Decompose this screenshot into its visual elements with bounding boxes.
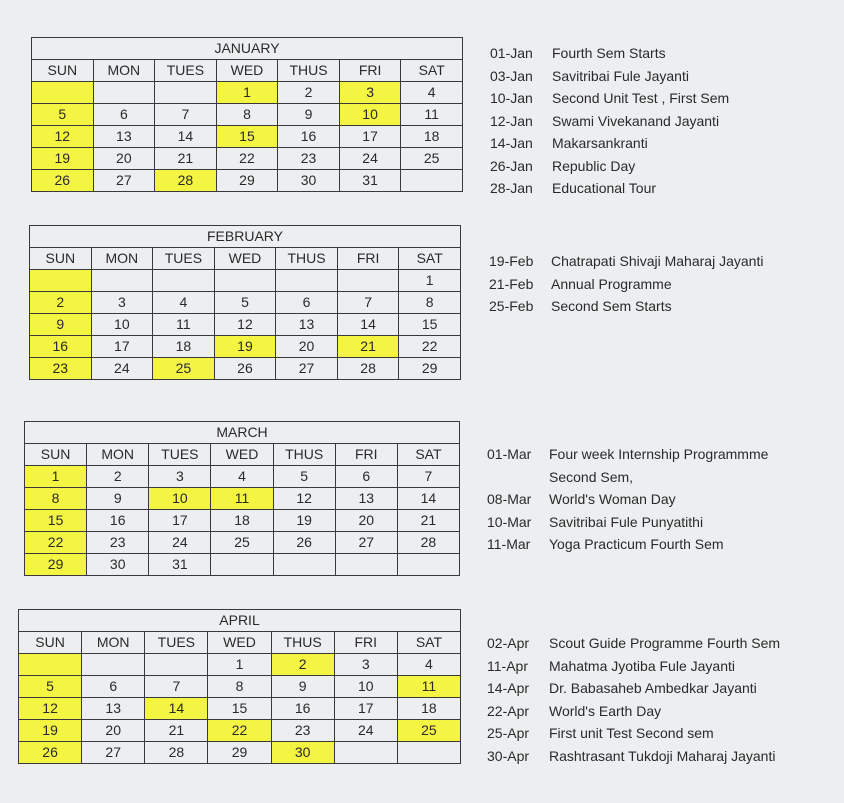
day-cell: 13 [276,314,338,336]
weekday-header: TUES [149,444,211,466]
week-row [19,654,461,676]
day-cell: 6 [82,676,145,698]
day-cell: 29 [25,554,87,576]
event-date: 11-Mar [487,536,531,552]
weekday-header: THUS [271,632,334,654]
day-cell: 14 [155,126,217,148]
weekday-header: SAT [397,444,459,466]
event-item [487,655,780,678]
day-cell: 17 [339,126,401,148]
day-cell: 13 [93,126,155,148]
weekday-header: MON [82,632,145,654]
event-date: 28-Jan [490,180,533,196]
event-item [489,295,763,318]
day-cell: 12 [273,488,335,510]
event-item [490,42,729,65]
day-cell: 9 [278,104,340,126]
day-cell: 21 [397,510,459,532]
day-cell: 4 [397,654,460,676]
weekday-header: FRI [335,444,397,466]
weekday-header: WED [214,248,276,270]
day-cell: 7 [145,676,208,698]
event-date: 26-Jan [490,157,533,174]
day-cell: 1 [399,270,461,292]
event-text: Savitribai Fule Jayanti [552,67,689,84]
event-text: Dr. Babasaheb Ambedkar Jayanti [549,680,757,696]
day-cell: 3 [334,654,397,676]
event-item [490,155,729,178]
day-cell [335,554,397,576]
month-title: APRIL [19,610,461,632]
month-title: JANUARY [32,38,463,60]
day-cell: 23 [30,358,92,380]
event-date [487,466,549,489]
day-cell: 11 [397,676,460,698]
event-text: Republic Day [552,157,636,174]
weekday-header: FRI [339,60,401,82]
event-text: Rashtrasant Tukdoji Maharaj Jayanti [549,747,776,764]
day-cell: 11 [153,314,215,336]
event-date: 19-Feb [489,253,534,269]
event-text: Educational Tour [552,180,657,196]
day-cell: 29 [399,358,461,380]
day-cell: 8 [208,676,271,698]
weekday-header: THUS [276,248,338,270]
day-cell: 31 [149,554,211,576]
day-cell: 3 [91,292,153,314]
day-cell: 8 [399,292,461,314]
day-cell: 7 [155,104,217,126]
day-cell: 25 [397,720,460,742]
day-cell: 1 [208,654,271,676]
week-row [19,698,461,720]
day-cell: 15 [208,698,271,720]
month-title: MARCH [25,422,460,444]
day-cell: 2 [30,292,92,314]
weekday-header: FRI [334,632,397,654]
day-cell: 4 [153,292,215,314]
weekday-header: SUN [19,632,82,654]
day-cell: 6 [93,104,155,126]
weekday-header: MON [91,248,153,270]
day-cell: 17 [334,698,397,720]
day-cell: 29 [208,742,271,764]
day-cell: 10 [339,104,401,126]
weekday-header: SUN [32,60,94,82]
weekday-header: SAT [401,60,463,82]
day-cell: 23 [278,148,340,170]
day-cell [211,554,273,576]
day-cell: 18 [397,698,460,720]
weekday-header: FRI [337,248,399,270]
day-cell: 24 [339,148,401,170]
day-cell: 26 [19,742,82,764]
day-cell: 22 [208,720,271,742]
day-cell: 29 [216,170,278,192]
weekday-header: THUS [273,444,335,466]
week-row [32,126,463,148]
day-cell: 23 [271,720,334,742]
day-cell [397,554,459,576]
event-date: 10-Jan [490,90,533,106]
day-cell: 16 [87,510,149,532]
day-cell [401,170,463,192]
event-date: 12-Jan [490,112,533,129]
day-cell: 9 [87,488,149,510]
week-row [30,292,461,314]
day-cell: 27 [276,358,338,380]
week-row [25,466,460,488]
calendar-january [31,37,463,192]
day-cell [337,270,399,292]
day-cell: 28 [155,170,217,192]
day-cell [276,270,338,292]
event-date: 14-Jan [490,135,533,151]
day-cell: 19 [19,720,82,742]
event-text: Second Sem Starts [551,298,672,314]
day-cell [91,270,153,292]
day-cell: 5 [19,676,82,698]
week-row [30,358,461,380]
week-row [19,742,461,764]
event-item [487,443,768,466]
events-april [487,632,780,767]
day-cell: 24 [91,358,153,380]
day-cell [397,742,460,764]
event-text: Yoga Practicum Fourth Sem [549,536,724,552]
event-item [490,132,729,155]
day-cell: 19 [32,148,94,170]
week-row [32,82,463,104]
event-date: 25-Apr [487,725,530,741]
day-cell: 15 [399,314,461,336]
day-cell: 15 [25,510,87,532]
day-cell: 13 [335,488,397,510]
event-item [487,511,768,534]
day-cell: 22 [216,148,278,170]
day-cell [214,270,276,292]
week-row [25,554,460,576]
day-cell [30,270,92,292]
week-row [19,720,461,742]
day-cell: 2 [271,654,334,676]
day-cell: 8 [216,104,278,126]
weekday-header: WED [211,444,273,466]
day-cell: 27 [82,742,145,764]
day-cell: 21 [155,148,217,170]
event-item [487,745,780,768]
day-cell [93,82,155,104]
day-cell: 16 [271,698,334,720]
day-cell: 16 [278,126,340,148]
event-date: 22-Apr [487,702,530,719]
event-item [490,87,729,110]
day-cell: 1 [25,466,87,488]
day-cell [334,742,397,764]
event-date: 10-Mar [487,513,532,530]
day-cell: 31 [339,170,401,192]
day-cell: 26 [273,532,335,554]
day-cell: 5 [273,466,335,488]
day-cell: 7 [397,466,459,488]
event-text: World's Earth Day [549,702,662,719]
event-item [490,110,729,133]
day-cell: 16 [30,336,92,358]
event-item [487,533,768,556]
day-cell: 25 [211,532,273,554]
day-cell: 6 [276,292,338,314]
event-item [487,722,780,745]
events-january [490,42,729,200]
month-title: FEBRUARY [30,226,461,248]
day-cell: 27 [335,532,397,554]
event-date: 21-Feb [489,275,534,292]
event-item [487,488,768,511]
event-date: 30-Apr [487,747,530,764]
day-cell [153,270,215,292]
event-text: Swami Vivekanand Jayanti [552,112,720,129]
day-cell: 24 [149,532,211,554]
event-text: Chatrapati Shivaji Maharaj Jayanti [551,253,764,269]
event-text: World's Woman Day [549,491,676,507]
week-row [32,104,463,126]
day-cell: 19 [273,510,335,532]
day-cell: 9 [30,314,92,336]
day-cell: 18 [401,126,463,148]
weekday-header: SUN [25,444,87,466]
weekday-header: WED [208,632,271,654]
event-item [487,466,768,489]
day-cell: 5 [32,104,94,126]
weekday-header: TUES [153,248,215,270]
day-cell: 4 [401,82,463,104]
event-date: 14-Apr [487,680,530,696]
day-cell: 26 [32,170,94,192]
day-cell: 20 [335,510,397,532]
day-cell: 21 [145,720,208,742]
day-cell: 11 [211,488,273,510]
day-cell: 26 [214,358,276,380]
day-cell: 18 [211,510,273,532]
day-cell: 28 [337,358,399,380]
event-item [490,177,729,200]
weekday-header: SAT [397,632,460,654]
day-cell: 17 [149,510,211,532]
day-cell: 6 [335,466,397,488]
day-cell: 20 [93,148,155,170]
event-text: Second Unit Test , First Sem [552,90,730,106]
day-cell: 21 [337,336,399,358]
day-cell [82,654,145,676]
weekday-header: THUS [278,60,340,82]
day-cell: 11 [401,104,463,126]
day-cell: 15 [216,126,278,148]
day-cell: 5 [214,292,276,314]
day-cell: 27 [93,170,155,192]
day-cell: 30 [278,170,340,192]
day-cell: 20 [276,336,338,358]
day-cell: 12 [19,698,82,720]
event-text: Fourth Sem Starts [552,45,666,61]
event-item [487,677,780,700]
events-march [487,443,768,556]
event-date: 01-Jan [490,45,533,61]
event-date: 25-Feb [489,298,534,314]
week-row [32,170,463,192]
day-cell: 4 [211,466,273,488]
day-cell: 10 [149,488,211,510]
day-cell: 14 [145,698,208,720]
weekday-header: MON [93,60,155,82]
week-row [19,676,461,698]
event-date: 11-Apr [487,657,528,674]
week-row [30,314,461,336]
day-cell: 25 [153,358,215,380]
day-cell: 14 [397,488,459,510]
day-cell: 12 [32,126,94,148]
day-cell: 2 [87,466,149,488]
day-cell [155,82,217,104]
day-cell: 3 [339,82,401,104]
weekday-header: SUN [30,248,92,270]
event-text: Scout Guide Programme Fourth Sem [549,635,781,651]
weekday-header: MON [87,444,149,466]
day-cell: 22 [25,532,87,554]
weekday-header: WED [216,60,278,82]
event-date: 01-Mar [487,446,532,462]
day-cell: 1 [216,82,278,104]
day-cell [273,554,335,576]
event-item [487,700,780,723]
week-row [32,148,463,170]
event-date: 08-Mar [487,491,532,507]
weekday-header: TUES [145,632,208,654]
day-cell: 19 [214,336,276,358]
event-date: 02-Apr [487,635,530,651]
day-cell: 10 [334,676,397,698]
weekday-header: TUES [155,60,217,82]
event-text: Makarsankranti [552,135,648,151]
calendar-february [29,225,461,380]
day-cell: 25 [401,148,463,170]
day-cell: 8 [25,488,87,510]
event-text: Savitribai Fule Punyatithi [549,513,704,530]
day-cell: 3 [149,466,211,488]
day-cell: 20 [82,720,145,742]
event-date: 03-Jan [490,67,533,84]
event-text: Annual Programme [551,275,672,292]
event-item [489,250,763,273]
week-row [30,336,461,358]
day-cell [19,654,82,676]
day-cell: 23 [87,532,149,554]
day-cell: 12 [214,314,276,336]
day-cell: 18 [153,336,215,358]
week-row [25,510,460,532]
events-february [489,250,763,318]
day-cell: 2 [278,82,340,104]
event-item [489,273,763,296]
day-cell [145,654,208,676]
day-cell: 13 [82,698,145,720]
day-cell: 30 [271,742,334,764]
weekday-header: SAT [399,248,461,270]
day-cell: 30 [87,554,149,576]
event-text: First unit Test Second sem [549,725,714,741]
week-row [30,270,461,292]
day-cell: 17 [91,336,153,358]
event-text: Four week Internship Programmme [549,446,769,462]
calendar-march [24,421,460,576]
day-cell [32,82,94,104]
day-cell: 14 [337,314,399,336]
day-cell: 7 [337,292,399,314]
week-row [25,532,460,554]
day-cell: 9 [271,676,334,698]
week-row [25,488,460,510]
event-item [487,632,780,655]
day-cell: 24 [334,720,397,742]
day-cell: 28 [145,742,208,764]
day-cell: 22 [399,336,461,358]
calendar-april [18,609,461,764]
day-cell: 10 [91,314,153,336]
day-cell: 28 [397,532,459,554]
event-item [490,65,729,88]
event-text: Mahatma Jyotiba Fule Jayanti [549,657,735,674]
event-text: Second Sem, [549,468,634,485]
